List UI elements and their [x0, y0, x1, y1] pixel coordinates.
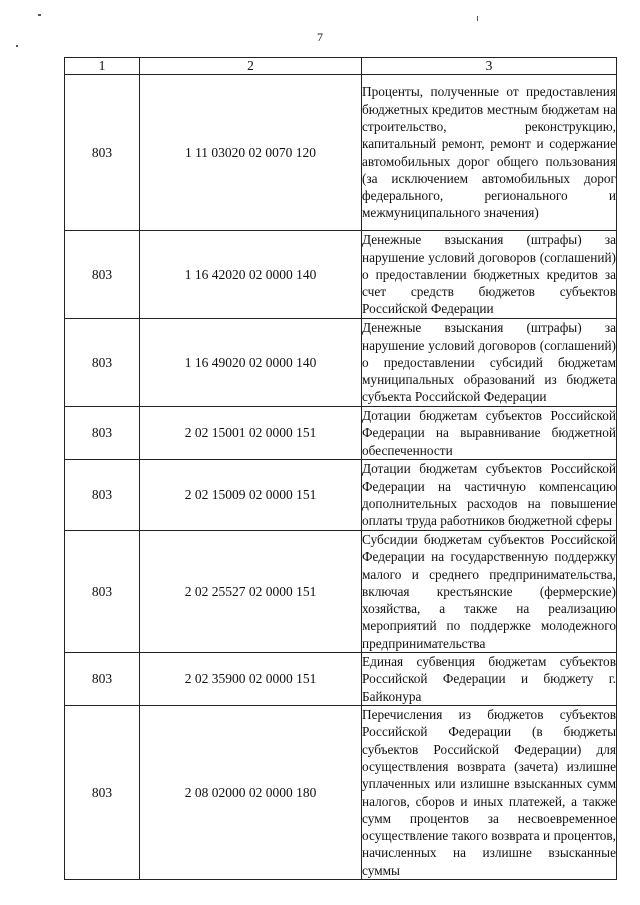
- admin-code-cell: 803: [65, 75, 140, 231]
- revenue-description-cell: Субсидии бюджетам субъектов Российской Федерации на государственную поддержку малого и среднего предпринимательства, включая крестьянские (фермерские) хозяйства, а также на реализацию мероприятий по поддержке молодежного предпринимательства: [362, 532, 616, 651]
- admin-code-cell: 803: [65, 706, 140, 880]
- revenue-description-cell: Единая субвенция бюджетам субъектов Российской Федерации и бюджету г. Байконура: [362, 654, 616, 704]
- budget-classification-code-cell: 2 02 15001 02 0000 151: [140, 407, 362, 460]
- table-row: [65, 653, 617, 706]
- admin-code-cell: 803: [65, 319, 140, 407]
- revenue-description-cell: Перечисления из бюджетов субъектов Российской Федерации (в бюджеты субъектов Российской Федерации) для осуществления возврата (зачета) излишне уплаченных или излишне взысканных сумм налогов, сборов и иных платежей, а также сумм процентов за несвоевременное осуществление такого возврата и процентов, начисленных на излишне взысканные суммы: [362, 707, 616, 878]
- admin-code-cell: 803: [65, 460, 140, 531]
- scan-speck: [38, 14, 41, 16]
- budget-classification-code-cell: 2 02 35900 02 0000 151: [140, 653, 362, 706]
- table-row: [65, 75, 617, 231]
- table-row: [65, 460, 617, 531]
- table-row: [65, 319, 617, 407]
- revenue-description-cell: Дотации бюджетам субъектов Российской Федерации на выравнивание бюджетной обеспеченности: [362, 408, 616, 458]
- budget-classification-code-cell: 1 16 49020 02 0000 140: [140, 319, 362, 407]
- admin-code-cell: 803: [65, 653, 140, 706]
- budget-classification-code-cell: 1 11 03020 02 0070 120: [140, 75, 362, 231]
- budget-classification-code-cell: 2 08 02000 02 0000 180: [140, 706, 362, 880]
- budget-classification-code-cell: 1 16 42020 02 0000 140: [140, 231, 362, 319]
- admin-code-cell: 803: [65, 231, 140, 319]
- column-header-1: 1: [65, 58, 140, 75]
- table-row: [65, 531, 617, 653]
- revenue-description-cell: Проценты, полученные от предоставления бюджетных кредитов местным бюджетам на строительство, реконструкцию, капитальный ремонт, ремонт и содержание автомобильных дорог общего пользования (за исключением автомобильных дорог федерального, регионального и межмуниципального значения): [362, 75, 617, 231]
- budget-revenue-table: [64, 57, 617, 880]
- budget-classification-code-cell: 2 02 15009 02 0000 151: [140, 460, 362, 531]
- budget-classification-code-cell: 2 02 25527 02 0000 151: [140, 531, 362, 653]
- revenue-description-cell: Денежные взыскания (штрафы) за нарушение условий договоров (соглашений) о предоставлении бюджетных кредитов за счет средств бюджетов субъектов Российской Федерации: [362, 231, 617, 319]
- revenue-description-cell: Денежные взыскания (штрафы) за нарушение условий договоров (соглашений) о предоставлении субсидий бюджетам муниципальных образований из бюджета субъекта Российской Федерации: [362, 319, 617, 407]
- column-header-2: 2: [140, 58, 362, 75]
- scan-speck: [477, 16, 478, 21]
- table-row: [65, 706, 617, 880]
- admin-code-cell: 803: [65, 407, 140, 460]
- table-row: [65, 231, 617, 319]
- table-header-row: [65, 58, 617, 75]
- revenue-description-cell: Дотации бюджетам субъектов Российской Федерации на частичную компенсацию дополнительных расходов на повышение оплаты труда работников бюджетной сферы: [362, 460, 617, 531]
- table-row: [65, 407, 617, 460]
- admin-code-cell: 803: [65, 531, 140, 653]
- column-header-3: 3: [362, 58, 617, 75]
- scan-speck: [16, 45, 18, 47]
- page-number: 7: [317, 30, 323, 44]
